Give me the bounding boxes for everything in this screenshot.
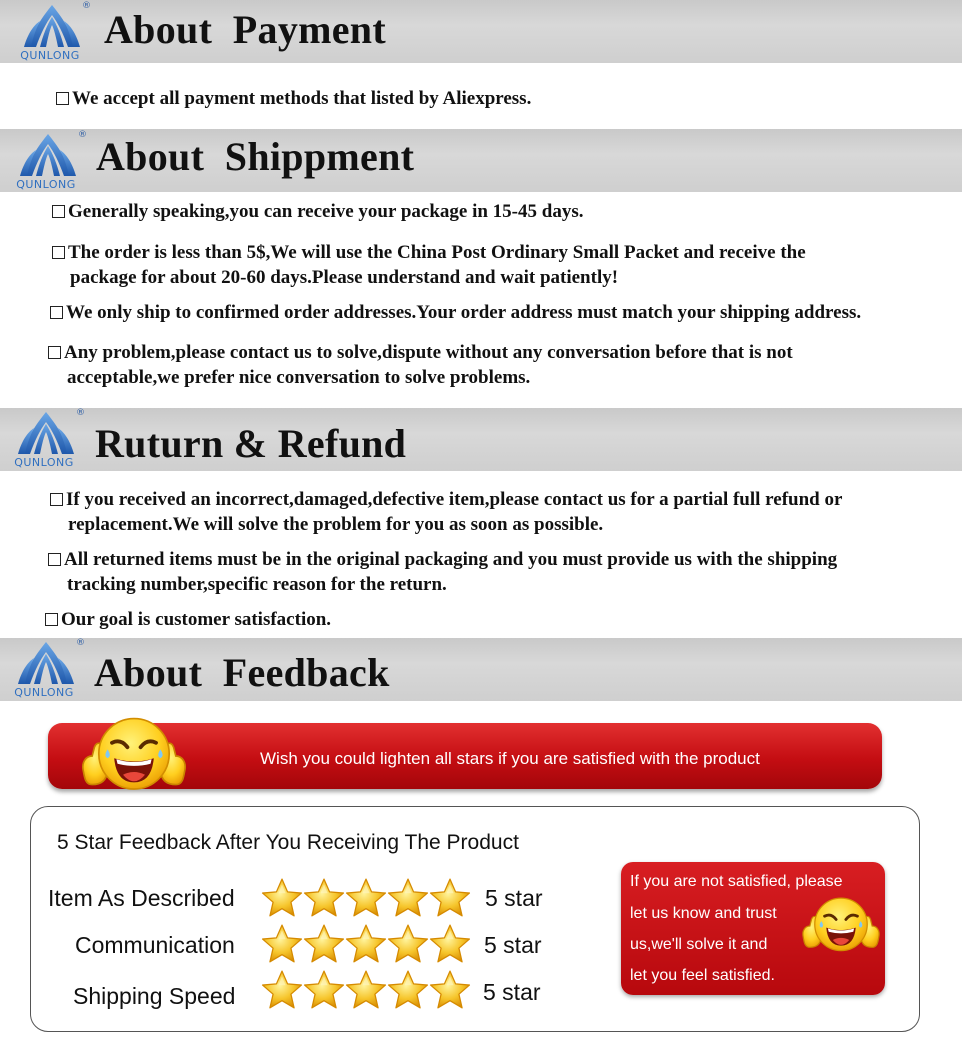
rating-stars — [261, 923, 471, 970]
checkbox-icon — [48, 346, 61, 359]
star-icon — [261, 923, 303, 965]
refund-line: If you received an incorrect,damaged,defective item,please contact us for a partial full refund or — [50, 487, 842, 512]
feedback-box-heading: 5 Star Feedback After You Receiving The Product — [57, 831, 519, 854]
notice-line: us,we'll solve it and — [630, 936, 768, 953]
registered-mark: ® — [76, 638, 85, 648]
laughing-smiley-icon — [800, 893, 882, 959]
logo-mark-icon — [22, 3, 82, 49]
logo-brand-text: QUNLONG — [14, 456, 74, 469]
checkbox-icon — [52, 246, 65, 259]
notice-line: let us know and trust — [630, 905, 777, 922]
checkbox-icon — [48, 553, 61, 566]
star-icon — [387, 877, 429, 919]
star-icon — [387, 923, 429, 965]
laughing-smiley-icon — [78, 712, 190, 800]
refund-title: Ruturn & Refund — [95, 421, 407, 466]
star-icon — [303, 877, 345, 919]
payment-line: We accept all payment methods that listed by Aliexpress. — [56, 86, 531, 111]
logo-mark-icon — [16, 410, 76, 456]
rating-label: Communication — [75, 932, 235, 958]
registered-mark: ® — [82, 1, 91, 11]
rating-value: 5 star — [483, 979, 541, 1005]
rating-value: 5 star — [485, 885, 543, 911]
refund-line: All returned items must be in the original packaging and you must provide us with the shipping — [48, 547, 837, 572]
star-icon — [429, 969, 471, 1011]
shipment-line-continued: package for about 20-60 days.Please understand and wait patiently! — [70, 267, 619, 288]
star-icon — [261, 969, 303, 1011]
notice-line: If you are not satisfied, please — [630, 873, 843, 890]
rating-label: Shipping Speed — [73, 983, 236, 1009]
shipment-title: About Shippment — [96, 134, 415, 179]
logo-brand-text: QUNLONG — [14, 686, 74, 699]
logo-brand-text: QUNLONG — [16, 178, 76, 191]
logo-brand-text: QUNLONG — [20, 49, 80, 62]
refund-line-continued: tracking number,specific reason for the return. — [67, 574, 447, 595]
star-icon — [303, 969, 345, 1011]
rating-value: 5 star — [484, 932, 542, 958]
qunlong-logo — [6, 408, 86, 470]
checkbox-icon — [52, 205, 65, 218]
qunlong-logo — [6, 638, 86, 700]
refund-line-continued: replacement.We will solve the problem for you as soon as possible. — [68, 514, 604, 535]
logo-mark-icon — [18, 132, 78, 178]
registered-mark: ® — [76, 408, 85, 418]
shipment-line: Any problem,please contact us to solve,dispute without any conversation before that is not — [48, 340, 793, 365]
shipment-line-continued: acceptable,we prefer nice conversation to solve problems. — [67, 367, 531, 388]
star-icon — [345, 923, 387, 965]
qunlong-logo — [12, 1, 92, 63]
rating-stars — [261, 877, 471, 924]
shipment-line: The order is less than 5$,We will use the China Post Ordinary Small Packet and receive the — [52, 240, 806, 265]
rating-stars — [261, 969, 471, 1016]
feedback-banner-text: Wish you could lighten all stars if you are satisfied with the product — [260, 749, 760, 768]
checkbox-icon — [56, 92, 69, 105]
star-icon — [387, 969, 429, 1011]
checkbox-icon — [50, 493, 63, 506]
payment-title: About Payment — [104, 7, 386, 52]
shipment-line: Generally speaking,you can receive your package in 15-45 days. — [52, 199, 583, 224]
rating-label: Item As Described — [48, 885, 235, 911]
star-icon — [303, 923, 345, 965]
qunlong-logo — [8, 130, 88, 192]
registered-mark: ® — [78, 130, 87, 140]
checkbox-icon — [50, 306, 63, 319]
star-icon — [261, 877, 303, 919]
notice-line: let you feel satisfied. — [630, 967, 775, 984]
feedback-title: About Feedback — [94, 650, 390, 695]
checkbox-icon — [45, 613, 58, 626]
logo-mark-icon — [16, 640, 76, 686]
refund-line: Our goal is customer satisfaction. — [45, 607, 331, 632]
star-icon — [429, 877, 471, 919]
shipment-line: We only ship to confirmed order addresses.Your order address must match your shipping address. — [50, 300, 861, 325]
star-icon — [345, 969, 387, 1011]
star-icon — [429, 923, 471, 965]
star-icon — [345, 877, 387, 919]
